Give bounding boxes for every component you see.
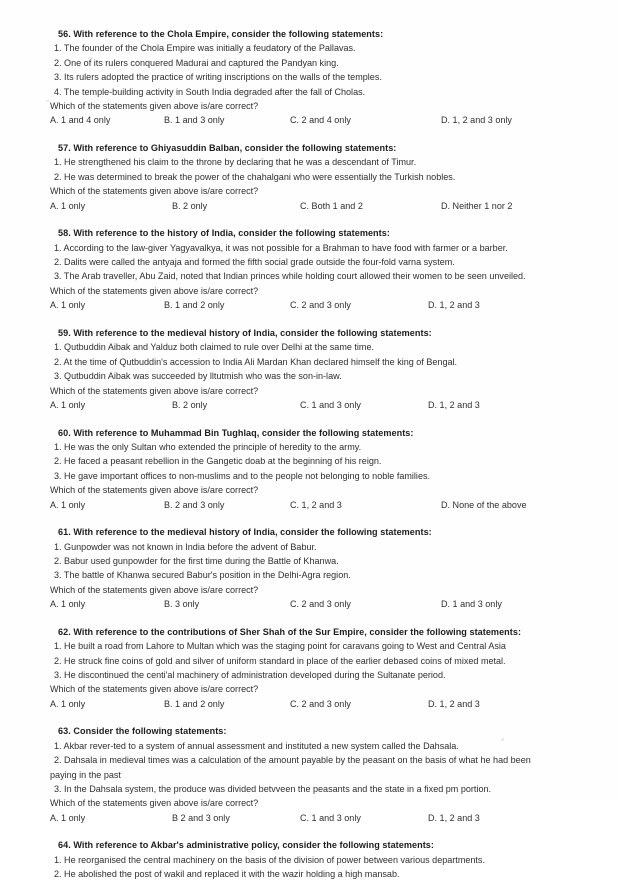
- question-statement: 3. Its rulers adopted the practice of writing inscriptions on the walls of the temples.: [54, 72, 382, 83]
- option-d[interactable]: D. 1, 2 and 3 only: [441, 115, 512, 126]
- question-prompt: Which of the statements given above is/are correct?: [50, 186, 259, 197]
- question-heading: 62. With reference to the contributions of Sher Shah of the Sur Empire, consider the following statements:: [58, 626, 522, 637]
- question-heading: 58. With reference to the history of India, consider the following statements:: [58, 228, 390, 239]
- question-prompt: Which of the statements given above is/are correct?: [50, 485, 259, 496]
- question-options: [0, 697, 620, 712]
- question-heading: 64. With reference to Akbar's administrative policy, consider the following statements:: [58, 840, 434, 851]
- question-statement: 2. He abolished the post of wakil and replaced it with the wazir holding a high mansab.: [54, 869, 400, 880]
- question-prompt: Which of the statements given above is/are correct?: [50, 285, 259, 296]
- question-statement: 1. Qutbuddin Aibak and Yalduz both claimed to rule over Delhi at the same time.: [54, 342, 375, 353]
- option-c[interactable]: C. 2 and 3 only: [290, 698, 351, 709]
- question-statement: 3. He gave important offices to non-muslims and to the people not belonging to noble families.: [54, 470, 431, 481]
- option-a[interactable]: A. 1 only: [50, 300, 86, 311]
- question-options: [0, 113, 620, 128]
- question-options: [0, 398, 620, 413]
- option-a[interactable]: A. 1 only: [50, 200, 86, 211]
- option-d[interactable]: D. Neither 1 nor 2: [441, 200, 513, 211]
- question-options: [0, 811, 620, 826]
- question-options: [0, 498, 620, 513]
- question-prompt: Which of the statements given above is/are correct?: [50, 584, 259, 595]
- option-a[interactable]: A. 1 and 4 only: [50, 115, 111, 126]
- option-d[interactable]: D. 1, 2 and 3: [428, 399, 480, 410]
- question-heading: 59. With reference to the medieval history of India, consider the following statements:: [58, 327, 432, 338]
- question-block-60: [0, 426, 620, 513]
- option-b[interactable]: B. 1 and 2 only: [164, 698, 225, 709]
- question-statement: 2. Dalits were called the antyaja and formed the fifth social grade outside the four-fold varna system.: [54, 257, 455, 268]
- question-heading: 61. With reference to the medieval history of India, consider the following statements:: [58, 527, 432, 538]
- option-c[interactable]: C. 2 and 3 only: [290, 300, 351, 311]
- question-block-63: [0, 724, 620, 825]
- question-statement: 3. The battle of Khanwa secured Babur's position in the Delhi-Agra region.: [54, 570, 351, 581]
- option-a[interactable]: A. 1 only: [50, 698, 86, 709]
- question-prompt: Which of the statements given above is/are correct?: [50, 798, 259, 809]
- question-prompt: Which of the statements given above is/are correct?: [50, 101, 259, 112]
- question-heading: 63. Consider the following statements:: [58, 726, 227, 737]
- option-b[interactable]: B. 1 and 3 only: [164, 115, 225, 126]
- question-statement: 2. Babur used gunpowder for the first time during the Battle of Khanwa.: [54, 555, 339, 566]
- question-block-57: [0, 141, 620, 213]
- option-b[interactable]: B. 2 and 3 only: [164, 499, 225, 510]
- question-statement: 2. He faced a peasant rebellion in the Gangetic doab at the beginning of his reign.: [54, 456, 382, 467]
- option-c[interactable]: C. 2 and 3 only: [290, 599, 351, 610]
- question-statement: 3. He discontinued the centi'al machinery of administration developed during the Sultanate period.: [54, 669, 446, 680]
- question-statement: 1. Gunpowder was not known in India before the advent of Babur.: [54, 541, 317, 552]
- question-options: [0, 199, 620, 214]
- question-statement: 1. According to the law-giver Yagyavalkya, it was not possible for a Brahman to have food with farmer or a barber.: [54, 242, 508, 253]
- option-c[interactable]: C. 1, 2 and 3: [290, 499, 342, 510]
- question-prompt: Which of the statements given above is/are correct?: [50, 385, 259, 396]
- question-block-58: [0, 226, 620, 313]
- question-block-59: [0, 326, 620, 413]
- option-d[interactable]: D. None of the above: [441, 499, 527, 510]
- question-prompt: Which of the statements given above is/are correct?: [50, 684, 259, 695]
- option-a[interactable]: A. 1 only: [50, 399, 86, 410]
- question-block-64: [0, 838, 620, 881]
- question-statement: 3. The Arab traveller, Abu Zaid, noted that Indian princes while holding court allowed their women to be seen unveiled.: [54, 271, 526, 282]
- option-a[interactable]: A. 1 only: [50, 499, 86, 510]
- option-a[interactable]: A. 1 only: [50, 599, 86, 610]
- question-statement: 1. He strengthened his claim to the throne by declaring that he was a descendant of Timur.: [54, 157, 417, 168]
- option-c[interactable]: C. 1 and 3 only: [300, 812, 361, 823]
- question-block-56: [0, 27, 620, 128]
- question-list: [0, 27, 620, 895]
- question-statement: 3. Qutbuddin Aibak was succeeded by lltutmish who was the son-in-law.: [54, 371, 342, 382]
- option-b[interactable]: B. 2 only: [172, 399, 208, 410]
- question-statement: 1. The founder of the Chola Empire was initially a feudatory of the Pallavas.: [54, 43, 356, 54]
- question-statement: 2. Dahsala in medieval times was a calculation of the amount payable by the peasant on the basis of what he had been: [54, 755, 531, 766]
- question-statement-continuation: paying in the past: [50, 769, 121, 780]
- option-b[interactable]: B. 3 only: [164, 599, 200, 610]
- question-statement: 2. One of its rulers conquered Madurai and captured the Pandyan king.: [54, 57, 339, 68]
- option-c[interactable]: C. 1 and 3 only: [300, 399, 361, 410]
- option-b[interactable]: B 2 and 3 only: [172, 812, 230, 823]
- question-block-62: [0, 625, 620, 712]
- question-statement: 4. The temple-building activity in South India degraded after the fall of Cholas.: [54, 86, 366, 97]
- question-statement: 3. In the Dahsala system, the produce was divided betvveen the peasants and the state in a fixed pm portion.: [54, 784, 492, 794]
- option-d[interactable]: D. 1, 2 and 3: [428, 812, 480, 823]
- question-statement: 1. He reorganised the central machinery on the basis of the division of power between various departments.: [54, 854, 485, 865]
- option-b[interactable]: B. 2 only: [172, 200, 208, 211]
- option-d[interactable]: D. 1, 2 and 3: [428, 698, 480, 709]
- option-c[interactable]: C. 2 and 4 only: [290, 115, 351, 126]
- option-b[interactable]: B. 1 and 2 only: [164, 300, 225, 311]
- question-statement: 1. Akbar rever-ted to a system of annual assessment and instituted a new system called the Dahsala.: [54, 740, 459, 751]
- option-d[interactable]: D. 1, 2 and 3: [428, 300, 480, 311]
- question-block-61: [0, 525, 620, 612]
- question-heading: 60. With reference to Muhammad Bin Tughlaq, consider the following statements:: [58, 427, 414, 438]
- question-statement: 1. He built a road from Lahore to Multan which was the staging point for caravans going to West and Central Asia: [54, 641, 506, 652]
- question-statement: 2. He struck fine coins of gold and silver of uniform standard in place of the earlier debased coins of mixed metal.: [54, 655, 506, 666]
- option-a[interactable]: A. 1 only: [50, 812, 86, 823]
- question-heading: 57. With reference to Ghiyasuddin Balban, consider the following statements:: [58, 143, 397, 154]
- question-options: [0, 298, 620, 313]
- question-statement: 1. He was the only Sultan who extended the principle of heredity to the army.: [54, 441, 362, 452]
- question-statement: 2. He was determined to break the power of the chahalgani who were essentially the Turkish nobles.: [54, 171, 456, 182]
- option-c[interactable]: C. Both 1 and 2: [300, 200, 363, 211]
- option-d[interactable]: D. 1 and 3 only: [441, 599, 502, 610]
- question-options: [0, 597, 620, 612]
- question-statement: 2. At the time of Qutbuddin's accession to India Ali Mardan Khan declared himself the king of Bengal.: [54, 356, 458, 367]
- question-heading: 56. With reference to the Chola Empire, consider the following statements:: [58, 29, 384, 39]
